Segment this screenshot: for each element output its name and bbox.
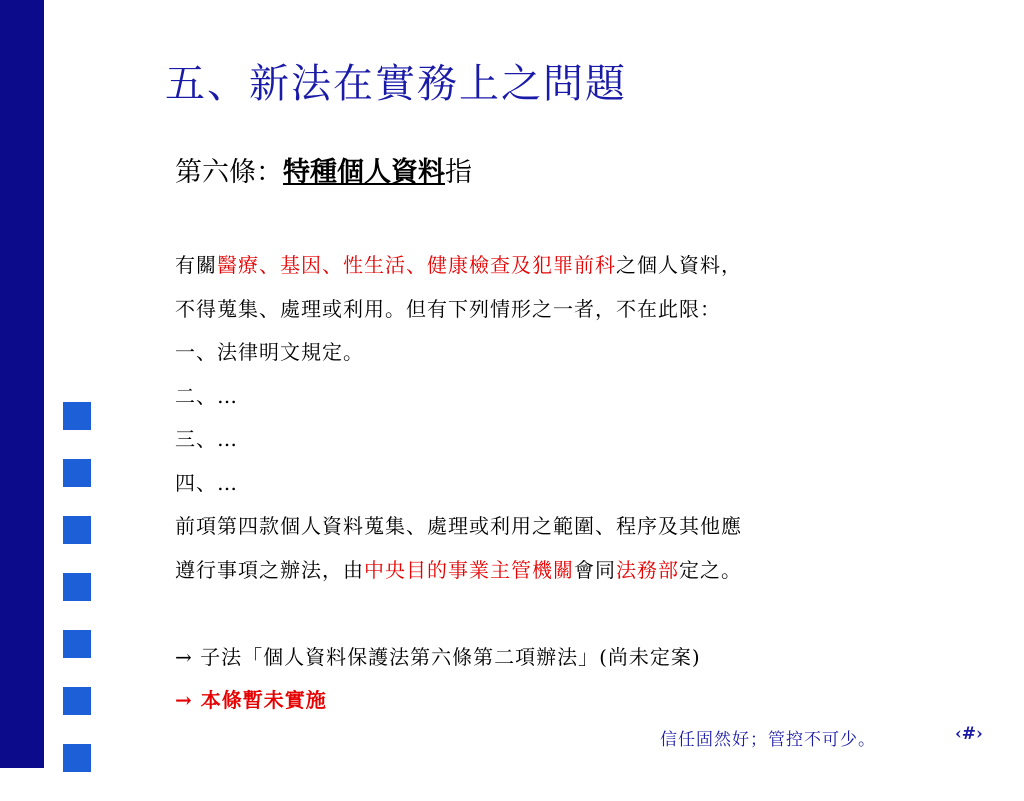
article-heading [175,150,472,189]
article-term: 特種個人資料 [283,157,445,188]
article-suffix: 指 [445,157,472,188]
highlight-text: 醫療、基因、性生活、健康檢查及犯罪前科 [217,253,616,277]
body-line-2: 不得蒐集、處理或利用。但有下列情形之一者，不在此限： [175,296,721,321]
body-line-5: 三、… [175,427,238,451]
slide-body [175,244,742,723]
note-line-1 [175,636,742,680]
highlight-text: 法務部 [616,557,679,582]
decorative-square [63,459,91,487]
left-sidebar-bar [0,0,44,768]
arrow-right-icon: → [175,688,193,712]
body-line-6: 四、… [175,470,238,495]
spacer [175,592,742,636]
decorative-square [63,630,91,658]
decorative-square [63,402,91,430]
body-line-7: 前項第四款個人資料蒐集、處理或利用之範圍、程序及其他應 [175,514,742,538]
text-segment: 有關 [175,253,217,277]
decorative-squares [63,402,91,801]
arrow-right-icon: → [175,644,193,669]
body-line-3: 一、法律明文規定。 [175,340,364,364]
slide-title: 五、新法在實務上之問題 [165,61,627,107]
decorative-square [63,687,91,715]
text-segment: 之個人資料， [616,253,742,277]
text-segment: 會同 [574,557,616,582]
body-line-8 [175,549,742,593]
highlight-text: 中央目的事業主管機關 [364,557,574,582]
body-line-1 [175,244,742,288]
note-line-2 [175,679,742,723]
text-segment: 定之。 [679,557,742,582]
note-text: 本條暫未實施 [200,688,327,712]
decorative-square [63,573,91,601]
note-text: 子法「個人資料保護法第六條第二項辦法」(尚未定案) [200,644,701,669]
page-number: ‹#› [955,724,983,744]
decorative-square [63,516,91,544]
article-prefix: 第六條： [175,157,283,188]
text-segment: 遵行事項之辦法，由 [175,557,364,582]
body-line-4: 二、… [175,383,238,408]
footer-slogan: 信任固然好；管控不可少。 [660,730,876,750]
